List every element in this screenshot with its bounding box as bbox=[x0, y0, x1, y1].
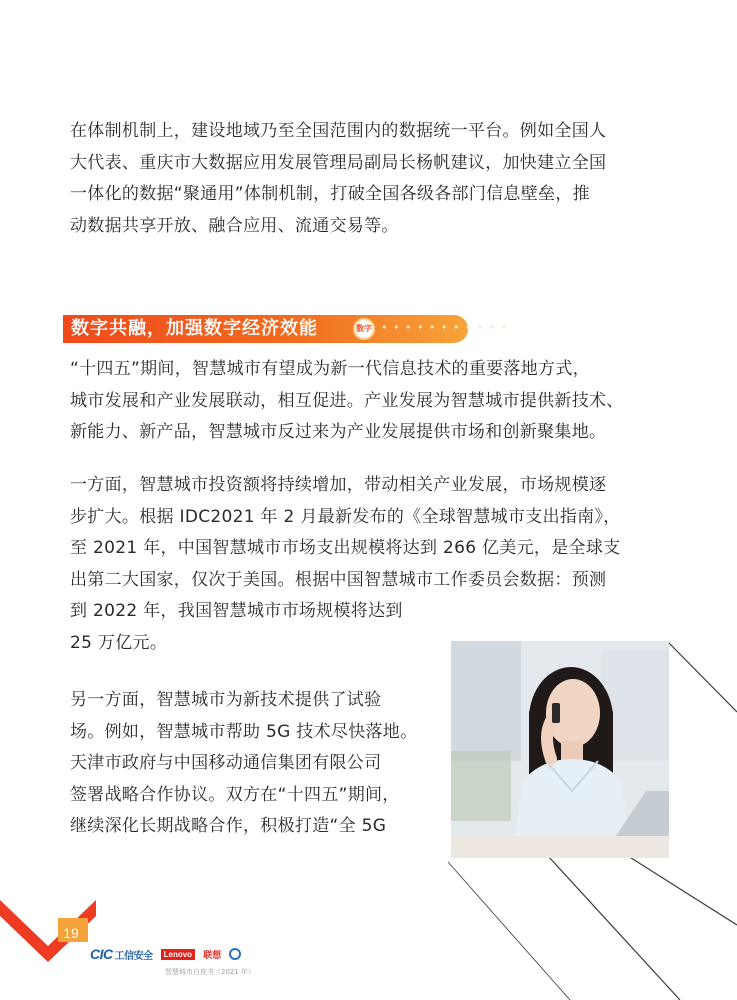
paragraph-5g-testbed bbox=[70, 685, 417, 843]
dotted-arrow-icon: • • • • • • • • • • • bbox=[381, 321, 509, 334]
text-line: 继续深化长期战略合作，积极打造“全 5G bbox=[70, 816, 387, 836]
section-heading-banner bbox=[63, 315, 509, 343]
text-line: 一体化的数据“聚通用”体制机制，打破全国各级各部门信息壁垒，推 bbox=[70, 184, 590, 204]
woman-on-phone-photo bbox=[451, 641, 669, 858]
paragraph-data-platform bbox=[70, 116, 606, 242]
section-badge-icon: 数字 bbox=[353, 318, 375, 340]
text-line: 在体制机制上，建设地域乃至全国范围内的数据统一平台。例如全国人 bbox=[70, 121, 607, 141]
text-line: 至 2021 年，中国智慧城市市场支出规模将达到 266 亿美元，是全球支 bbox=[70, 538, 621, 558]
text-line: 场。例如，智慧城市帮助 5G 技术尽快落地。 bbox=[70, 721, 418, 742]
footer-logos bbox=[90, 946, 280, 962]
text-line: 新能力、新产品，智慧城市反过来为产业发展提供市场和创新聚集地。 bbox=[70, 422, 607, 442]
partner-logo-icon bbox=[229, 948, 241, 960]
text-line: “十四五”期间，智慧城市有望成为新一代信息技术的重要落地方式， bbox=[70, 359, 590, 379]
cic-logo: CIC 工信安全 bbox=[90, 946, 153, 962]
text-line: 25 万亿元。 bbox=[70, 632, 168, 653]
lenovo-cn-logo: 联想 bbox=[203, 949, 222, 960]
text-line: 动数据共享开放、融合应用、流通交易等。 bbox=[70, 215, 399, 236]
text-line: 步扩大。根据 IDC2021 年 2 月最新发布的《全球智慧城市支出指南》， bbox=[70, 506, 621, 527]
paragraph-14th-five-year bbox=[70, 354, 624, 449]
text-line: 城市发展和产业发展联动，相互促进。产业发展为智慧城市提供新技术、 bbox=[70, 390, 624, 411]
paragraph-investment bbox=[70, 470, 621, 659]
text-line: 到 2022 年，我国智慧城市市场规模将达到 bbox=[70, 601, 403, 621]
page-number: 19 bbox=[63, 925, 79, 941]
lenovo-logo: Lenovo bbox=[161, 949, 195, 960]
text-line: 一方面，智慧城市投资额将持续增加，带动相关产业发展，市场规模逐 bbox=[70, 475, 607, 495]
text-line: 天津市政府与中国移动通信集团有限公司 bbox=[70, 753, 382, 773]
footer-caption: 智慧城市白皮书（2021 年） bbox=[165, 968, 256, 976]
text-line: 出第二大国家，仅次于美国。根据中国智慧城市工作委员会数据：预测 bbox=[70, 569, 607, 590]
section-heading-title: 数字共融，加强数字经济效能 bbox=[71, 318, 318, 339]
text-line: 大代表、重庆市大数据应用发展管理局副局长杨帆建议，加快建立全国 bbox=[70, 152, 607, 173]
partner-logo bbox=[229, 948, 280, 960]
text-line: 签署战略合作协议。双方在“十四五”期间， bbox=[70, 784, 400, 805]
text-line: 另一方面，智慧城市为新技术提供了试验 bbox=[70, 690, 382, 710]
